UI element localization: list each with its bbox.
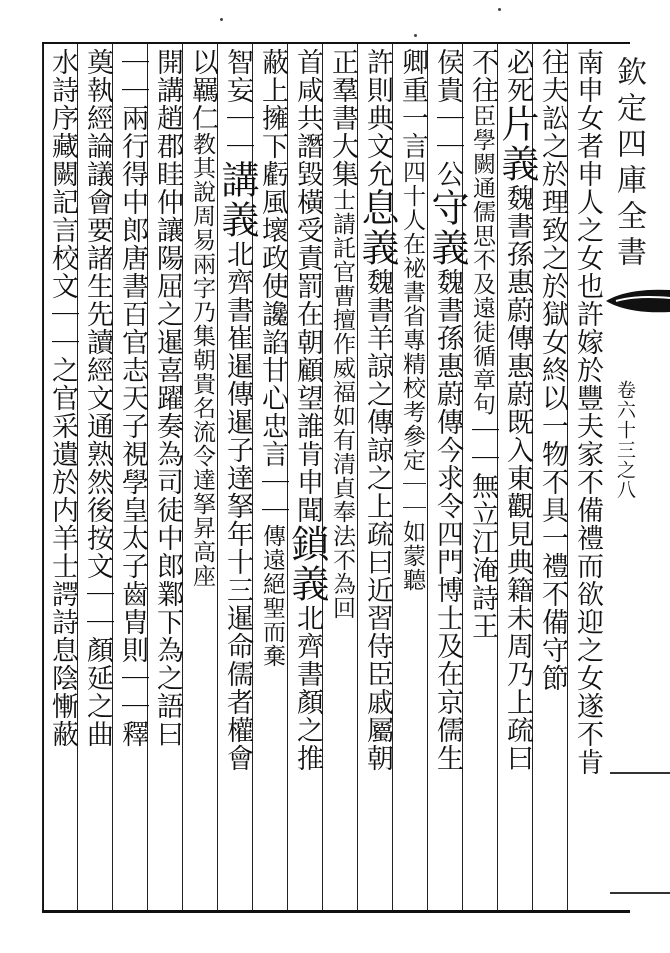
column-text: 四十人在祕書省專精校考參定｜｜如蒙聽 <box>399 160 425 592</box>
column-text: 正羣書大集 <box>327 48 358 188</box>
column-text: 魏書孫惠蔚傳今求令四門博士及在京儒生 <box>432 268 463 772</box>
paper-speck <box>220 18 223 21</box>
column-text: 卿重一言 <box>397 48 428 160</box>
column-text: 侯貴｜｜公 <box>432 48 463 188</box>
fishtail-mark-icon <box>606 286 670 316</box>
column-text: 南申女者申人之女也許嫁於豐夫家不備禮而欲迎之女遂不肯 <box>572 48 603 776</box>
column-text: ｜｜兩行得中郎唐書百官志天子視學皇太子齒胄則｜｜釋 <box>117 48 148 748</box>
column-text: 魏書孫惠蔚傳惠蔚既入東觀見典籍未周乃上疏曰 <box>502 184 533 772</box>
column-text: 水詩序藏闕記言校文｜｜之官采遺於内羊士諤詩息陰慚蔽 <box>47 48 78 748</box>
entry-heading: 片義 <box>495 104 539 184</box>
paper-speck <box>498 8 501 11</box>
column-text: 智妄｜｜ <box>222 48 253 160</box>
margin-title: 欽定四庫全書 <box>611 56 646 272</box>
column-text: 往夫訟之於理致之於獄女終以一物不具一禮不備守節 <box>537 48 568 692</box>
column-text: 教其說周易兩字乃集朝貴名流令達拏昇高座 <box>189 132 215 588</box>
column-text: 必死 <box>502 48 533 104</box>
column-text: 北齊書崔暹傳暹子達拏年十三暹命儒者權會 <box>222 240 253 772</box>
entry-heading: 息義 <box>355 188 399 268</box>
column-text: 傳遠絕聖而棄 <box>259 524 285 668</box>
text-column <box>40 48 84 748</box>
entry-heading: 講義 <box>215 160 259 240</box>
margin-rule <box>610 772 670 774</box>
entry-heading: 守義 <box>425 188 469 268</box>
column-text: ｜｜無立江淹詩王 <box>467 416 498 640</box>
column-text: 北齊書顏之推 <box>292 604 323 772</box>
margin-juan-number: 卷六十三之八 <box>614 380 636 500</box>
margin-rule <box>610 892 670 894</box>
column-text: 臣學闕通儒思不及遠徒循章句 <box>469 104 495 416</box>
column-text: 首咸共譖毀橫受責罰在朝顧望誰肯申聞 <box>292 48 323 524</box>
column-text: 許則典文允 <box>362 48 393 188</box>
column-text: 蔽上擁下虧風壞政使讒諂甘心忠言｜｜ <box>257 48 288 524</box>
paper-speck <box>414 34 417 37</box>
column-text: 士請託官曹擅作威福如有清貞奉法不為回 <box>329 188 355 620</box>
column-text: 不往 <box>467 48 498 104</box>
column-text: 開講趙郡眭仲讓陽屈之暹喜躍奏為司徒中郎鄴下為之語曰 <box>152 48 183 748</box>
column-text: 以羈仁 <box>187 48 218 132</box>
entry-heading: 鎖義 <box>285 524 329 604</box>
column-text: 魏書羊諒之傳諒之上疏曰近習侍臣戚屬朝 <box>362 268 393 772</box>
column-text: 奠執經論議會要諸生先讀經文通熟然後按文｜｜顏延之曲 <box>82 48 113 748</box>
